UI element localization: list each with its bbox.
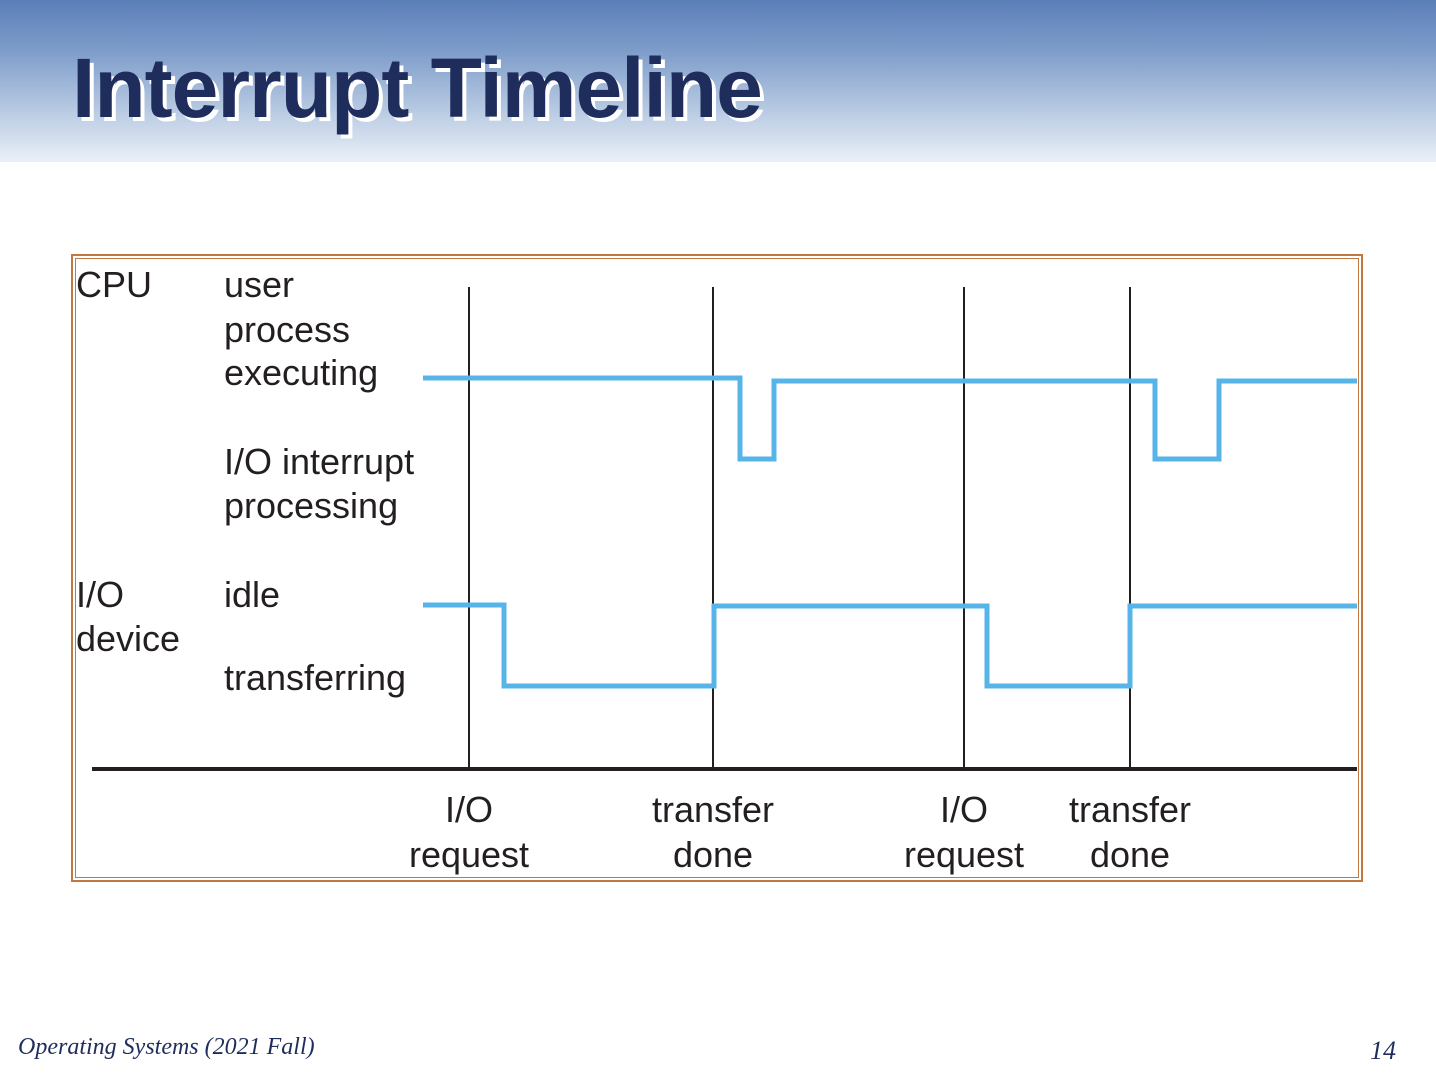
interrupt-state-label-line1: I/O interrupt	[224, 441, 415, 482]
user-state-label-line1: user	[224, 264, 295, 305]
event-3-label-line1: I/O	[939, 789, 989, 830]
transferring-state-label: transferring	[224, 657, 407, 698]
event-3-label-line2: request	[903, 834, 1025, 875]
event-4-label-line1: transfer	[1068, 789, 1192, 830]
event-2-label-line2: done	[672, 834, 754, 875]
user-state-label-line3: executing	[224, 352, 379, 393]
slide-title: Interrupt Timeline	[72, 41, 762, 135]
io-row-label-line1: I/O	[76, 574, 125, 615]
io-row-label-line2: device	[76, 618, 181, 659]
cpu-signal-line	[423, 378, 1357, 459]
footer-course-title: Operating Systems (2021 Fall)	[18, 1034, 315, 1060]
cpu-row-label: CPU	[76, 264, 153, 305]
idle-state-label: idle	[224, 574, 281, 615]
page-number: 14	[1370, 1036, 1396, 1065]
user-state-label-line2: process	[224, 309, 351, 350]
interrupt-state-label-line2: processing	[224, 485, 399, 526]
event-2-label-line1: transfer	[651, 789, 775, 830]
event-1-label-line1: I/O	[444, 789, 494, 830]
io-device-signal-line	[423, 605, 1357, 686]
event-1-label-line2: request	[408, 834, 530, 875]
event-4-label-line2: done	[1089, 834, 1171, 875]
